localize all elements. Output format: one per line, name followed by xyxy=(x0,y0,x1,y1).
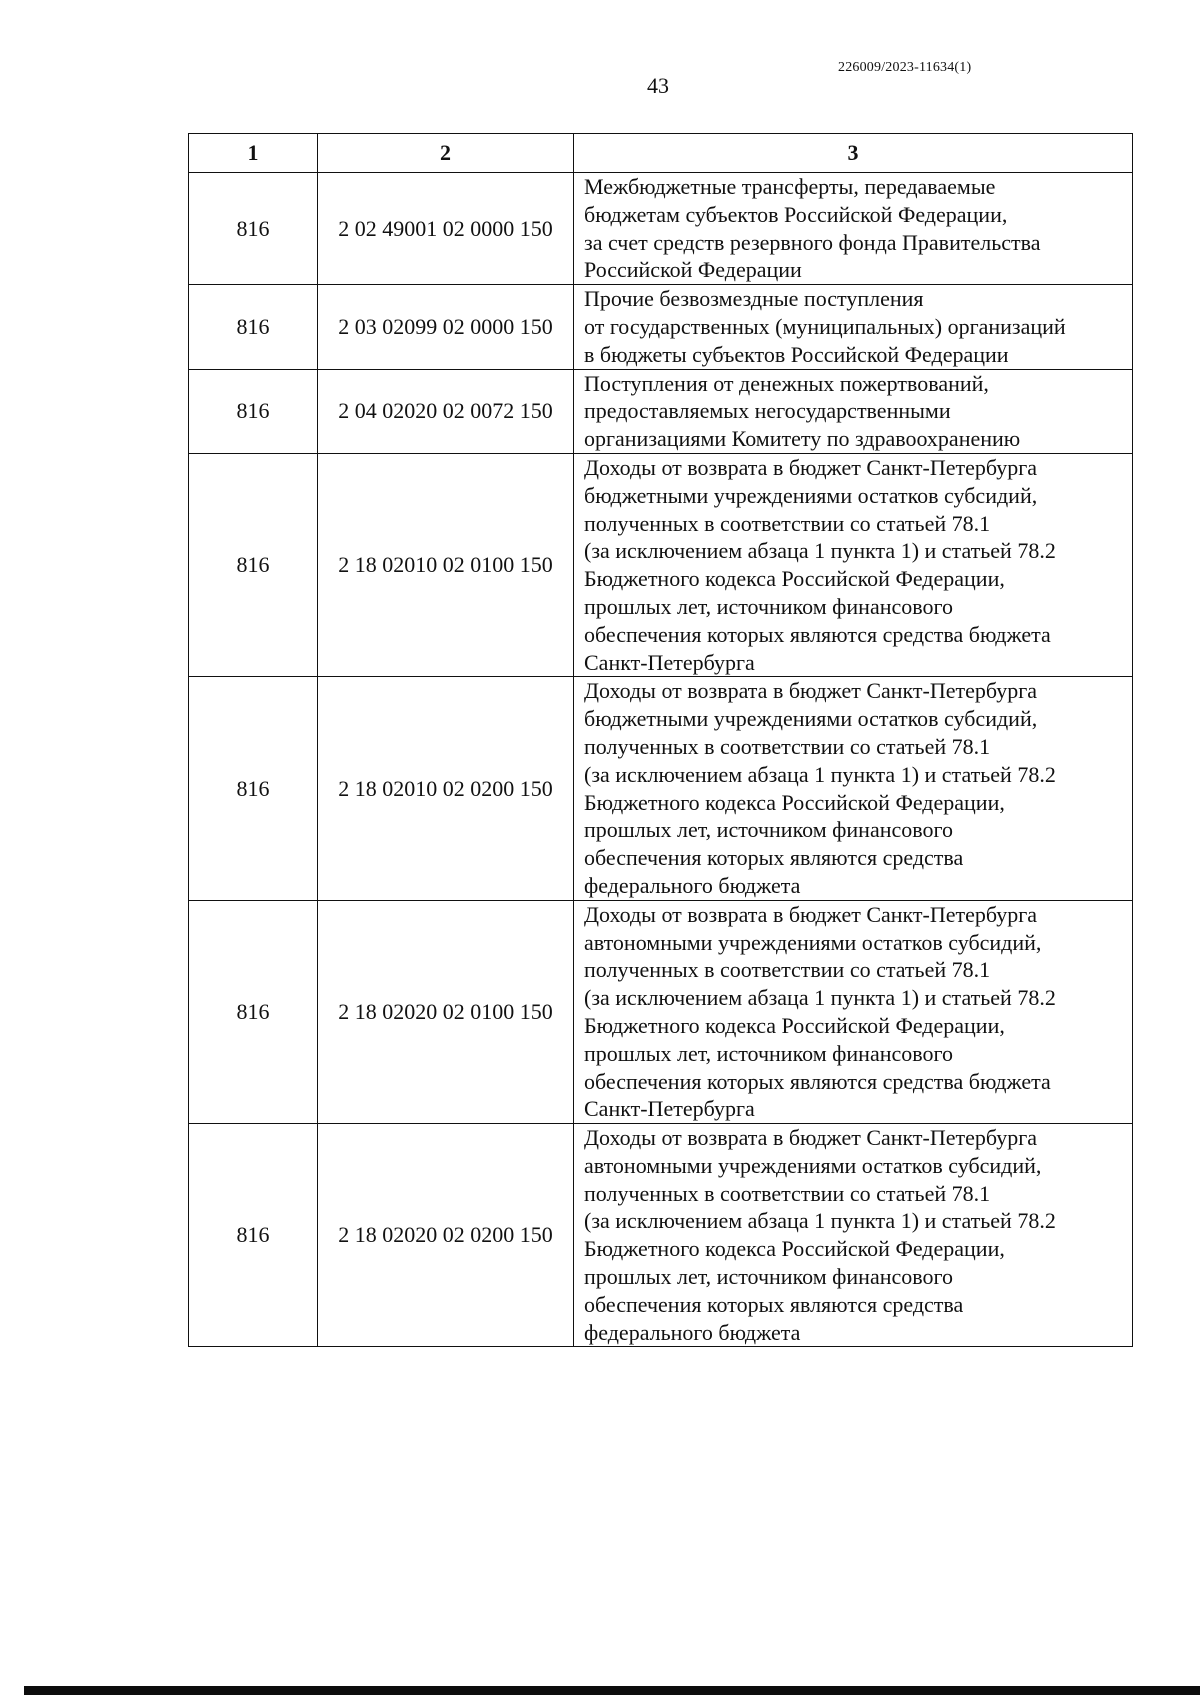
admin-code-cell: 816 xyxy=(189,369,318,453)
description-line: бюджетными учреждениями остатков субсидий, xyxy=(584,482,1038,508)
income-description-cell xyxy=(574,285,1133,369)
scan-edge-bar xyxy=(24,1686,1200,1695)
table-row xyxy=(189,900,1133,1123)
description-line: Санкт-Петербурга xyxy=(584,1096,755,1122)
admin-code-cell: 816 xyxy=(189,677,318,900)
budget-classification-code-cell: 2 18 02010 02 0100 150 xyxy=(318,453,574,676)
table-row xyxy=(189,1124,1133,1347)
budget-codes-table xyxy=(188,133,1133,1347)
description-line: бюджетными учреждениями остатков субсидий, xyxy=(584,706,1038,732)
description-line: Российской Федерации xyxy=(584,257,802,283)
description-line: полученных в соответствии со статьей 78.1 xyxy=(584,1180,991,1206)
description-line: Санкт-Петербурга xyxy=(584,649,755,675)
description-line: организациями Комитету по здравоохранению xyxy=(584,426,1021,452)
income-description-cell xyxy=(574,453,1133,676)
table-row xyxy=(189,173,1133,285)
description-line: за счет средств резервного фонда Правительства xyxy=(584,229,1041,255)
description-line: полученных в соответствии со статьей 78.1 xyxy=(584,957,991,983)
budget-codes-table-container xyxy=(188,133,1132,1347)
description-line: (за исключением абзаца 1 пункта 1) и статьей 78.2 xyxy=(584,1208,1056,1234)
budget-classification-code-cell: 2 18 02020 02 0100 150 xyxy=(318,900,574,1123)
admin-code-cell: 816 xyxy=(189,900,318,1123)
income-description-cell xyxy=(574,369,1133,453)
table-row xyxy=(189,677,1133,900)
admin-code-cell: 816 xyxy=(189,453,318,676)
description-line: обеспечения которых являются средства бюджета xyxy=(584,1068,1051,1094)
table-row xyxy=(189,285,1133,369)
description-line: Доходы от возврата в бюджет Санкт-Петербурга xyxy=(584,1125,1038,1151)
budget-classification-code-cell: 2 04 02020 02 0072 150 xyxy=(318,369,574,453)
table-header-row xyxy=(189,134,1133,173)
description-line: Бюджетного кодекса Российской Федерации, xyxy=(584,566,1005,592)
description-line: федерального бюджета xyxy=(584,872,801,898)
description-line: Бюджетного кодекса Российской Федерации, xyxy=(584,789,1005,815)
description-line: Бюджетного кодекса Российской Федерации, xyxy=(584,1236,1005,1262)
description-line: прошлых лет, источником финансового xyxy=(584,1040,953,1066)
description-line: (за исключением абзаца 1 пункта 1) и статьей 78.2 xyxy=(584,761,1056,787)
column-header-2: 2 xyxy=(318,134,574,173)
description-line: федерального бюджета xyxy=(584,1319,801,1345)
description-line: прошлых лет, источником финансового xyxy=(584,593,953,619)
document-registration-number: 226009/2023-11634(1) xyxy=(838,60,972,75)
income-description-cell xyxy=(574,1124,1133,1347)
column-header-1: 1 xyxy=(189,134,318,173)
budget-classification-code-cell: 2 18 02020 02 0200 150 xyxy=(318,1124,574,1347)
description-line: в бюджеты субъектов Российской Федерации xyxy=(584,341,1009,367)
admin-code-cell: 816 xyxy=(189,173,318,285)
description-line: полученных в соответствии со статьей 78.1 xyxy=(584,733,991,759)
description-line: Бюджетного кодекса Российской Федерации, xyxy=(584,1012,1005,1038)
description-line: обеспечения которых являются средства xyxy=(584,845,964,871)
admin-code-cell: 816 xyxy=(189,1124,318,1347)
description-line: (за исключением абзаца 1 пункта 1) и статьей 78.2 xyxy=(584,985,1056,1011)
description-line: полученных в соответствии со статьей 78.1 xyxy=(584,510,991,536)
description-line: автономными учреждениями остатков субсидий, xyxy=(584,929,1042,955)
description-line: автономными учреждениями остатков субсидий, xyxy=(584,1152,1042,1178)
description-line: Доходы от возврата в бюджет Санкт-Петербурга xyxy=(584,678,1038,704)
description-line: обеспечения которых являются средства бюджета xyxy=(584,621,1051,647)
table-body xyxy=(189,173,1133,1347)
description-line: Поступления от денежных пожертвований, xyxy=(584,370,989,396)
table-row xyxy=(189,369,1133,453)
description-line: (за исключением абзаца 1 пункта 1) и статьей 78.2 xyxy=(584,538,1056,564)
income-description-cell xyxy=(574,677,1133,900)
description-line: прошлых лет, источником финансового xyxy=(584,817,953,843)
description-line: предоставляемых негосударственными xyxy=(584,398,951,424)
column-header-3: 3 xyxy=(574,134,1133,173)
description-line: от государственных (муниципальных) организаций xyxy=(584,313,1066,339)
description-line: обеспечения которых являются средства xyxy=(584,1291,964,1317)
description-line: Доходы от возврата в бюджет Санкт-Петербурга xyxy=(584,454,1038,480)
description-line: бюджетам субъектов Российской Федерации, xyxy=(584,201,1008,227)
income-description-cell xyxy=(574,900,1133,1123)
description-line: Доходы от возврата в бюджет Санкт-Петербурга xyxy=(584,901,1038,927)
description-line: Прочие безвозмездные поступления xyxy=(584,286,924,312)
budget-classification-code-cell: 2 18 02010 02 0200 150 xyxy=(318,677,574,900)
budget-classification-code-cell: 2 03 02099 02 0000 150 xyxy=(318,285,574,369)
admin-code-cell: 816 xyxy=(189,285,318,369)
budget-classification-code-cell: 2 02 49001 02 0000 150 xyxy=(318,173,574,285)
income-description-cell xyxy=(574,173,1133,285)
page-number: 43 xyxy=(647,73,669,98)
description-line: Межбюджетные трансферты, передаваемые xyxy=(584,174,996,199)
table-row xyxy=(189,453,1133,676)
description-line: прошлых лет, источником финансового xyxy=(584,1264,953,1290)
